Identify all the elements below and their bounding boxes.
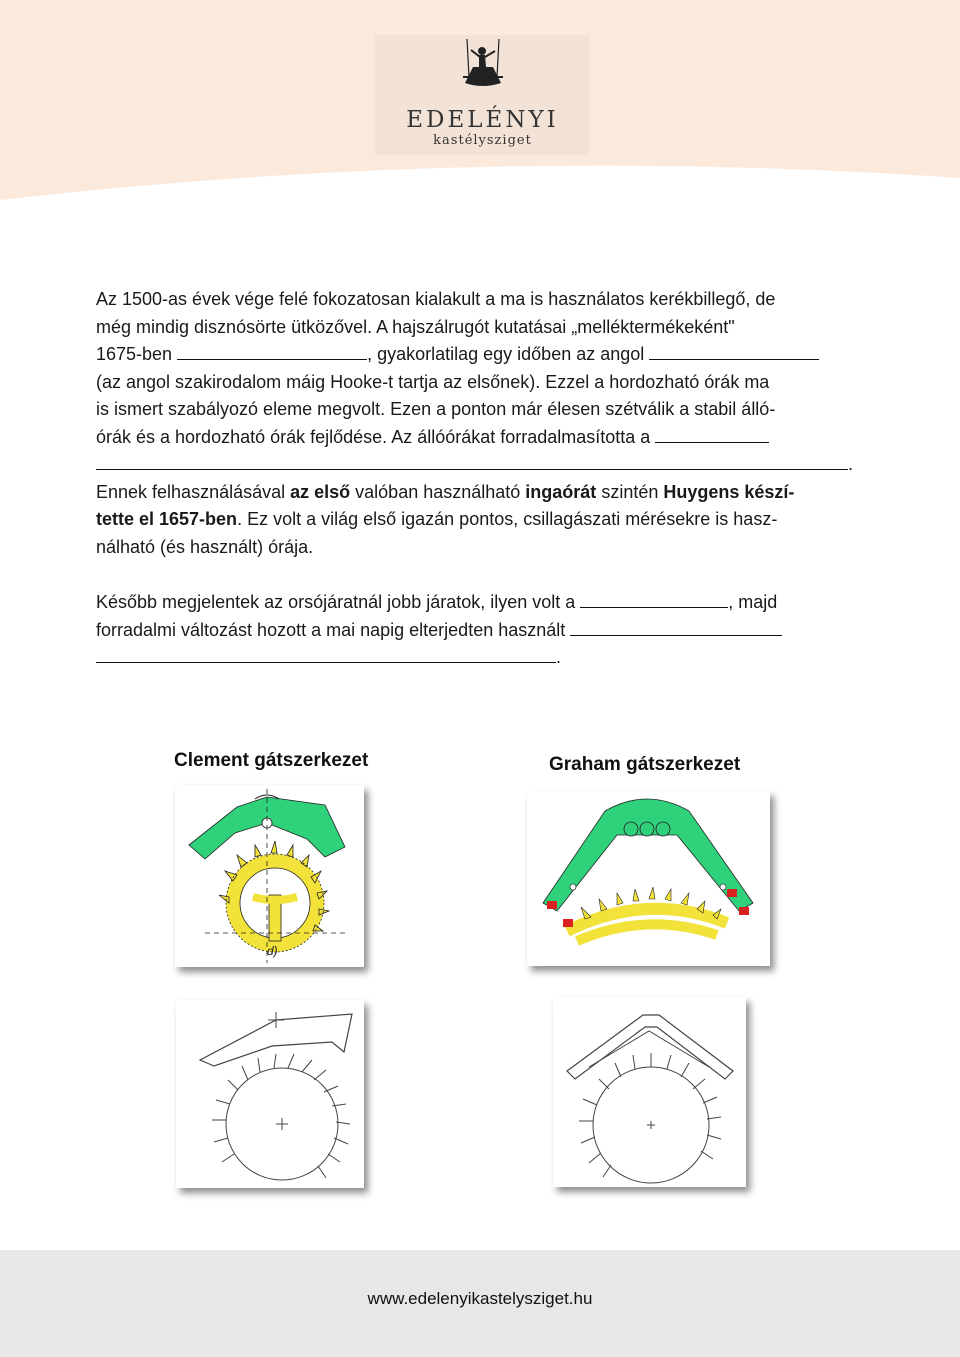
clement-caption: Clement gátszerkezet	[174, 750, 369, 771]
fill-in-blank[interactable]	[96, 644, 556, 663]
fill-in-blank[interactable]	[177, 341, 367, 360]
text-line: Később megjelentek az orsójáratnál jobb járatok, ilyen volt a , majd	[96, 589, 864, 617]
text-line: .	[96, 644, 864, 672]
clement-outline-diagram	[176, 1000, 364, 1188]
text-line: .	[96, 451, 864, 479]
fill-in-blank[interactable]	[580, 589, 728, 608]
clement-escapement-diagram	[175, 785, 364, 967]
graham-color-figure	[527, 791, 770, 966]
text-line: tette el 1657-ben. Ez volt a világ első igazán pontos, csillagászati mérésekre is hasz-	[96, 509, 778, 529]
logo-name: EDELÉNYI	[406, 107, 559, 133]
footer-website-link[interactable]: www.edelenyikastelysziget.hu	[367, 1289, 593, 1308]
paragraph-history	[96, 286, 864, 561]
paragraph-later	[96, 589, 864, 672]
text-line: (az angol szakirodalom máig Hooke-t tartja az elsőnek). Ezzel a hordozható órák ma	[96, 371, 770, 392]
logo	[375, 35, 590, 155]
text-line: Az 1500-as évek vége felé fokozatosan kialakult a ma is használatos kerékbillegő, de	[96, 289, 776, 309]
text-line: nálható (és használt) órája.	[96, 536, 314, 557]
escape-wheel-teeth-icon	[579, 1053, 721, 1177]
escape-wheel-icon	[219, 841, 329, 952]
text-line: órák és a hordozható órák fejlődése. Az állóórákat forradalmasította a	[96, 424, 864, 452]
clement-line-figure	[176, 1000, 364, 1188]
text-line: 1675-ben , gyakorlatilag egy időben az angol	[96, 341, 864, 369]
text-line: is ismert szabályozó eleme megvolt. Ezen a ponton már élesen szétválik a stabil álló-	[96, 399, 776, 419]
graham-escapement-diagram	[527, 791, 770, 966]
graham-line-figure	[553, 997, 746, 1187]
graham-caption: Graham gátszerkezet	[549, 754, 741, 775]
anchor-icon	[543, 799, 753, 911]
text-line: még mindig disznósörte ütközővel. A hajszálrugót kutatásai „melléktermékeként"	[96, 316, 735, 337]
escape-wheel-icon	[567, 887, 727, 941]
fill-in-blank[interactable]	[96, 451, 848, 470]
clement-color-figure	[175, 785, 364, 967]
svg-text:d): d)	[267, 944, 278, 958]
fill-in-blank[interactable]	[570, 617, 782, 636]
text-line: Ennek felhasználásával az első valóban használható ingaórát szintén Huygens készí-	[96, 481, 795, 502]
escape-wheel-teeth-icon	[212, 1054, 350, 1178]
logo-subtitle: kastélysziget	[433, 133, 532, 148]
text-line: forradalmi változást hozott a mai napig elterjedten használt	[96, 617, 864, 645]
fill-in-blank[interactable]	[649, 341, 819, 360]
swing-lady-logo-icon	[455, 37, 511, 105]
fill-in-blank[interactable]	[655, 424, 769, 443]
graham-outline-diagram	[553, 997, 746, 1187]
